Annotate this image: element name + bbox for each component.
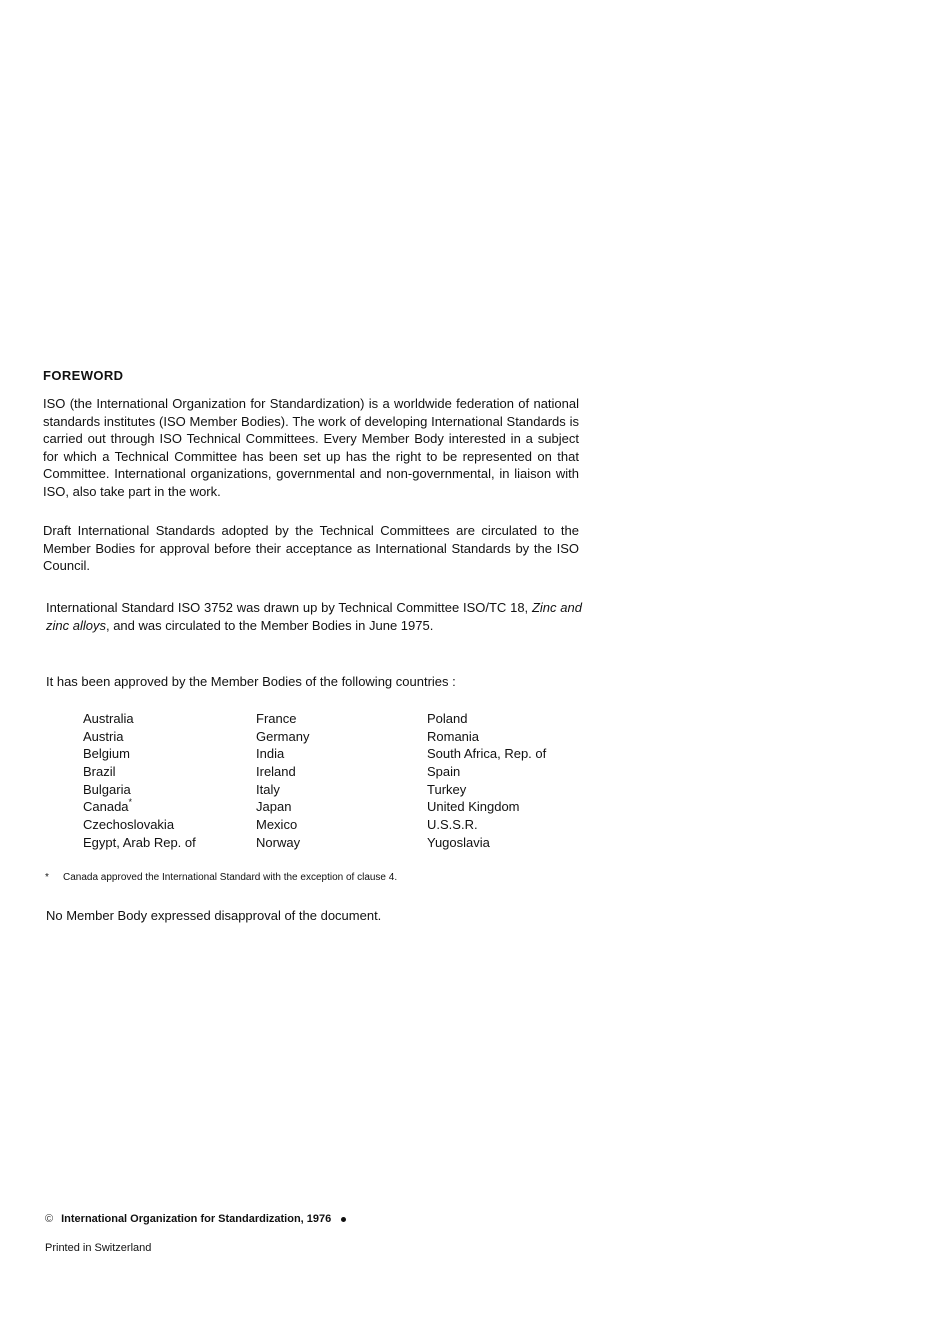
approval-intro: It has been approved by the Member Bodies of the following countries :: [46, 674, 456, 689]
country-item: Czechoslovakia: [83, 817, 175, 833]
printed-in-line: Printed in Switzerland: [45, 1242, 152, 1254]
standard-subject-title: Zinc and zinc alloys: [46, 600, 582, 633]
country-item: France: [256, 711, 297, 726]
country-item: United Kingdom: [427, 799, 520, 815]
country-item: Ireland: [256, 764, 296, 780]
country-item: Yugoslavia: [427, 834, 490, 850]
copyright-text: International Organization for Standardization, 1976: [61, 1213, 332, 1225]
country-item: Spain: [427, 764, 461, 780]
country-name: Canada: [83, 799, 129, 815]
country-item: Egypt, Arab Rep. of: [83, 834, 196, 850]
foreword-paragraph-2: Draft International Standards adopted by the Technical Committees are circulated to the Member Bodies for approval before their acceptance as International Standards by the ISO Council.: [43, 523, 579, 573]
country-item: Japan: [256, 799, 292, 815]
copyright-icon: ©: [45, 1213, 54, 1225]
country-item: Poland: [427, 711, 468, 726]
paragraph-3-outro: , and was circulated to the Member Bodies in June 1975.: [105, 617, 434, 633]
country-item: Romania: [427, 728, 480, 744]
copyright-line: [45, 1213, 346, 1225]
country-item: Brazil: [83, 764, 116, 780]
approving-countries-list: [83, 710, 627, 852]
footnote: [45, 872, 397, 883]
bullet-icon: [341, 1217, 346, 1222]
foreword-heading: FOREWORD: [43, 368, 124, 383]
country-item: India: [256, 746, 285, 762]
country-item: Bulgaria: [83, 781, 131, 797]
paragraph-3-intro: International Standard ISO 3752 was drawn up by Technical Committee ISO/TC 18,: [46, 600, 532, 615]
country-item: U.S.S.R.: [427, 817, 478, 833]
footnote-text: Canada approved the International Standard with the exception of clause 4.: [63, 872, 398, 883]
country-item: South Africa, Rep. of: [427, 746, 547, 762]
closing-statement: No Member Body expressed disapproval of the document.: [46, 908, 382, 923]
country-item: Mexico: [256, 817, 298, 833]
country-item: Australia: [83, 711, 134, 726]
footnote-marker: *: [45, 872, 49, 883]
country-item: Norway: [256, 834, 301, 850]
country-item: Germany: [256, 728, 310, 744]
foreword-paragraph-1: ISO (the International Organization for Standardization) is a worldwide federation of national standards institutes (ISO Member Bodies). The work of developing International Standards is carried out through ISO Technical Committees. Every Member Body interested in a subject for which a Technical Committee has been set up has the right to be represented on that Committee. International organizations, governmental and non-governmental, in liaison with ISO, also take part in the work.: [43, 396, 579, 499]
country-item: Italy: [256, 781, 280, 797]
country-item: Turkey: [427, 781, 467, 797]
country-item: Belgium: [83, 746, 130, 762]
foreword-paragraph-3: [46, 599, 582, 634]
country-item-canada: [83, 798, 256, 816]
footnote-marker: *: [128, 797, 133, 808]
country-item: Austria: [83, 728, 124, 744]
